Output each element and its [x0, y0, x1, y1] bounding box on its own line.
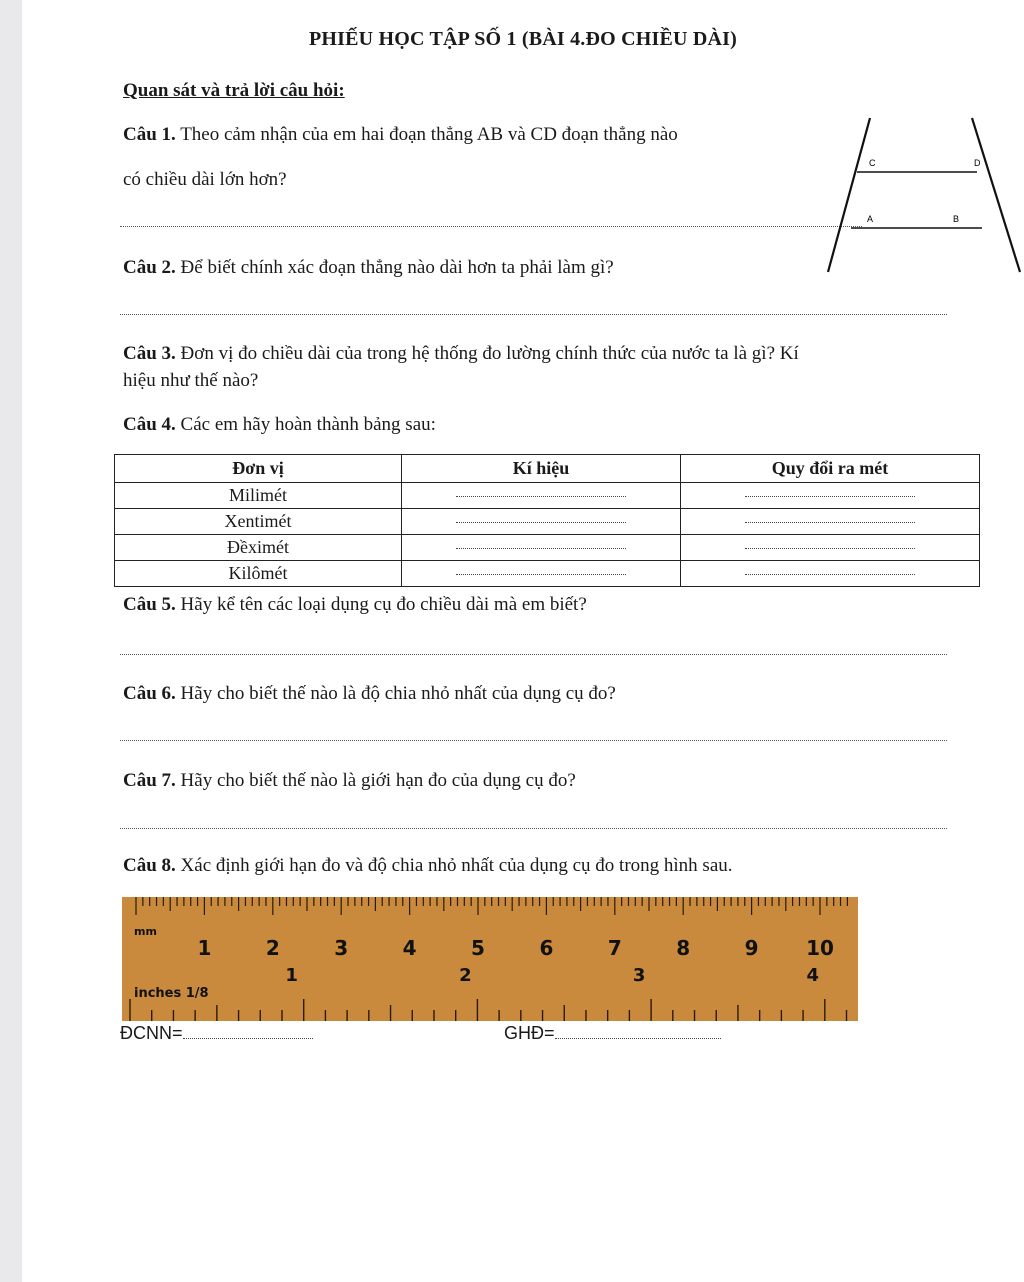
question-1-line-2: có chiều dài lớn hơn? — [123, 169, 287, 190]
question-2 — [123, 257, 614, 279]
question-5-label: Câu 5. — [123, 594, 176, 615]
question-6-label: Câu 6. — [123, 683, 176, 704]
question-1-label: Câu 1. — [123, 124, 176, 145]
cm-number: 10 — [806, 936, 834, 960]
units-table — [114, 454, 980, 587]
inch-number: 4 — [806, 965, 820, 986]
answer-line-6[interactable] — [120, 740, 947, 741]
answer-line-2[interactable] — [120, 314, 947, 315]
ruler — [122, 897, 858, 1025]
header-symbol: Kí hiệu — [402, 455, 681, 483]
cm-number: 4 — [402, 936, 417, 960]
inch-number: 2 — [459, 965, 472, 986]
question-7-text: Hãy cho biết thế nào là giới hạn đo của dụng cụ đo? — [175, 770, 576, 791]
header-conversion: Quy đổi ra mét — [681, 455, 980, 483]
symbol-blank[interactable] — [402, 509, 681, 535]
label-d: D — [974, 158, 981, 168]
intro-heading: Quan sát và trả lời câu hỏi: — [123, 80, 345, 101]
dcnn-answer — [120, 1023, 313, 1044]
answer-line-5[interactable] — [120, 654, 947, 655]
cm-number: 7 — [607, 936, 622, 960]
table-row — [115, 483, 980, 509]
dcnn-blank[interactable] — [183, 1038, 313, 1039]
question-4 — [123, 414, 436, 436]
inches-label: inches 1/8 — [134, 986, 209, 1001]
question-1-text: Theo cảm nhận của em hai đoạn thẳng AB và CD đoạn thẳng nào — [175, 124, 678, 145]
question-8-label: Câu 8. — [123, 855, 176, 876]
conversion-blank[interactable] — [681, 535, 980, 561]
page-title: PHIẾU HỌC TẬP SỐ 1 (BÀI 4.ĐO CHIỀU DÀI) — [308, 28, 738, 50]
table-row — [115, 509, 980, 535]
question-8-text: Xác định giới hạn đo và độ chia nhỏ nhất của dụng cụ đo trong hình sau. — [175, 855, 733, 876]
header-unit: Đơn vị — [115, 455, 402, 483]
question-6 — [123, 683, 616, 705]
table-row — [115, 535, 980, 561]
figure-left-line — [828, 118, 870, 272]
unit-name: Milimét — [115, 483, 402, 509]
cm-number: 6 — [539, 936, 554, 960]
question-2-text: Để biết chính xác đoạn thẳng nào dài hơn ta phải làm gì? — [175, 257, 614, 278]
question-2-label: Câu 2. — [123, 257, 176, 278]
mm-label: mm — [134, 925, 157, 938]
label-a: A — [867, 214, 874, 224]
ghd-answer — [504, 1023, 721, 1044]
ghd-blank[interactable] — [555, 1038, 721, 1039]
question-7-label: Câu 7. — [123, 770, 176, 791]
label-c: C — [869, 158, 876, 168]
question-5 — [123, 594, 587, 616]
question-3-text: Đơn vị đo chiều dài của trong hệ thống đo lường chính thức của nước ta là gì? Kí — [175, 343, 799, 364]
line-segments-figure — [817, 110, 1024, 282]
table-row — [115, 561, 980, 587]
inch-number: 3 — [632, 965, 646, 986]
label-b: B — [953, 214, 960, 224]
ghd-label: GHĐ= — [504, 1023, 555, 1043]
question-4-text: Các em hãy hoàn thành bảng sau: — [175, 414, 436, 435]
worksheet-page — [22, 0, 1024, 1282]
table-header-row — [115, 455, 980, 483]
conversion-blank[interactable] — [681, 483, 980, 509]
unit-name: Đềximét — [115, 535, 402, 561]
conversion-blank[interactable] — [681, 561, 980, 587]
question-6-text: Hãy cho biết thế nào là độ chia nhỏ nhất của dụng cụ đo? — [175, 683, 616, 704]
question-3-line-1 — [123, 343, 799, 365]
question-7 — [123, 770, 576, 792]
symbol-blank[interactable] — [402, 483, 681, 509]
question-5-text: Hãy kể tên các loại dụng cụ đo chiều dài mà em biết? — [175, 594, 587, 615]
cm-number: 8 — [676, 936, 691, 960]
dcnn-label: ĐCNN= — [120, 1023, 183, 1043]
cm-number: 9 — [744, 936, 759, 960]
unit-name: Kilômét — [115, 561, 402, 587]
unit-name: Xentimét — [115, 509, 402, 535]
answer-line-1[interactable] — [120, 226, 862, 227]
question-4-label: Câu 4. — [123, 414, 176, 435]
question-3-line-2: hiệu như thế nào? — [123, 370, 259, 391]
cm-number: 1 — [197, 936, 212, 960]
symbol-blank[interactable] — [402, 561, 681, 587]
question-1-line-1 — [123, 124, 678, 146]
cm-number: 3 — [334, 936, 349, 960]
cm-number: 5 — [471, 936, 485, 960]
question-8 — [123, 855, 733, 877]
question-3-label: Câu 3. — [123, 343, 176, 364]
figure-right-line — [972, 118, 1020, 272]
conversion-blank[interactable] — [681, 509, 980, 535]
symbol-blank[interactable] — [402, 535, 681, 561]
ruler-graphic — [122, 897, 858, 1025]
answer-line-7[interactable] — [120, 828, 947, 829]
inch-number: 1 — [285, 965, 298, 986]
cm-number: 2 — [265, 936, 280, 960]
